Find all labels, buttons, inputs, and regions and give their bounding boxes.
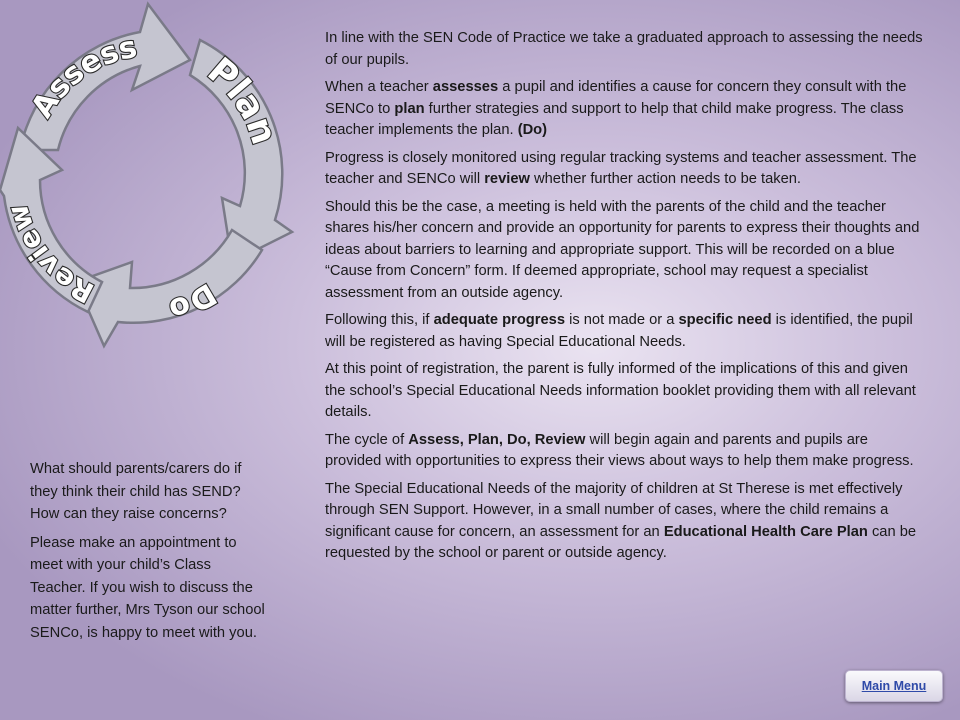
paragraph-sen-registration: Following this, if adequate progress is not made or a specific need is identified, the pupil will be registered as having Special Educational Needs. (325, 312, 913, 350)
main-menu-link[interactable]: Main Menu (861, 679, 927, 693)
main-menu-button[interactable] (845, 670, 943, 702)
paragraph-graduated-approach: In line with the SEN Code of Practice we take a graduated approach to assessing the needs of our pupils. (325, 30, 923, 68)
cycle-label-review: Review (0, 200, 100, 310)
main-content (325, 28, 927, 571)
parents-concerns-section (30, 458, 268, 650)
parents-answer: Please make an appointment to meet with your child’s Class Teacher. If you wish to discuss the matter further, Mrs Tyson our school SENCo, is happy to meet with you. (30, 534, 265, 641)
cycle-label-assess: Assess (24, 29, 140, 125)
paragraph-ehc-plan: The Special Educational Needs of the majority of children at St Therese is met effectively through SEN Support. However, in a small number of cases, where the child remains a significant cause for concern, an assessment for an Educational Health Care Plan can be requested by the school or parent or outside agency. (325, 480, 917, 561)
paragraph-progress-monitoring: Progress is closely monitored using regular tracking systems and teacher assessment. The teacher and SENCo will review whether further action needs to be taken. (325, 149, 917, 187)
cycle-label-plan: Plan (199, 50, 285, 150)
paragraph-teacher-assesses: When a teacher assesses a pupil and identifies a cause for concern they consult with the SENCo to plan further strategies and support to help that child make progress. The class teacher implements the plan. (Do) (325, 79, 907, 138)
paragraph-parent-meeting: Should this be the case, a meeting is held with the parents of the child and the teacher shares his/her concern and provide an opportunity for parents to express their thoughts and ideas about barriers to learning and appropriate support. This will be recorded on a blue “Cause from Concern” form. If deemed appropriate, school may request a specialist assessment from an outside agency. (325, 198, 920, 301)
paragraph-information-booklet: At this point of registration, the parent is fully informed of the implications of this and given the school’s Special Educational Needs information booklet providing them with all relevant details. (325, 361, 916, 420)
parents-question: What should parents/carers do if they think their child has SEND? How can they raise concerns? (30, 461, 242, 522)
cycle-arrows (0, 4, 292, 346)
paragraph-cycle-repeats: The cycle of Assess, Plan, Do, Review will begin again and parents and pupils are provided with opportunities to express their views about ways to help them make progress. (325, 431, 914, 469)
cycle-label-do: Do (164, 275, 223, 328)
assess-plan-do-review-cycle (0, 0, 300, 360)
